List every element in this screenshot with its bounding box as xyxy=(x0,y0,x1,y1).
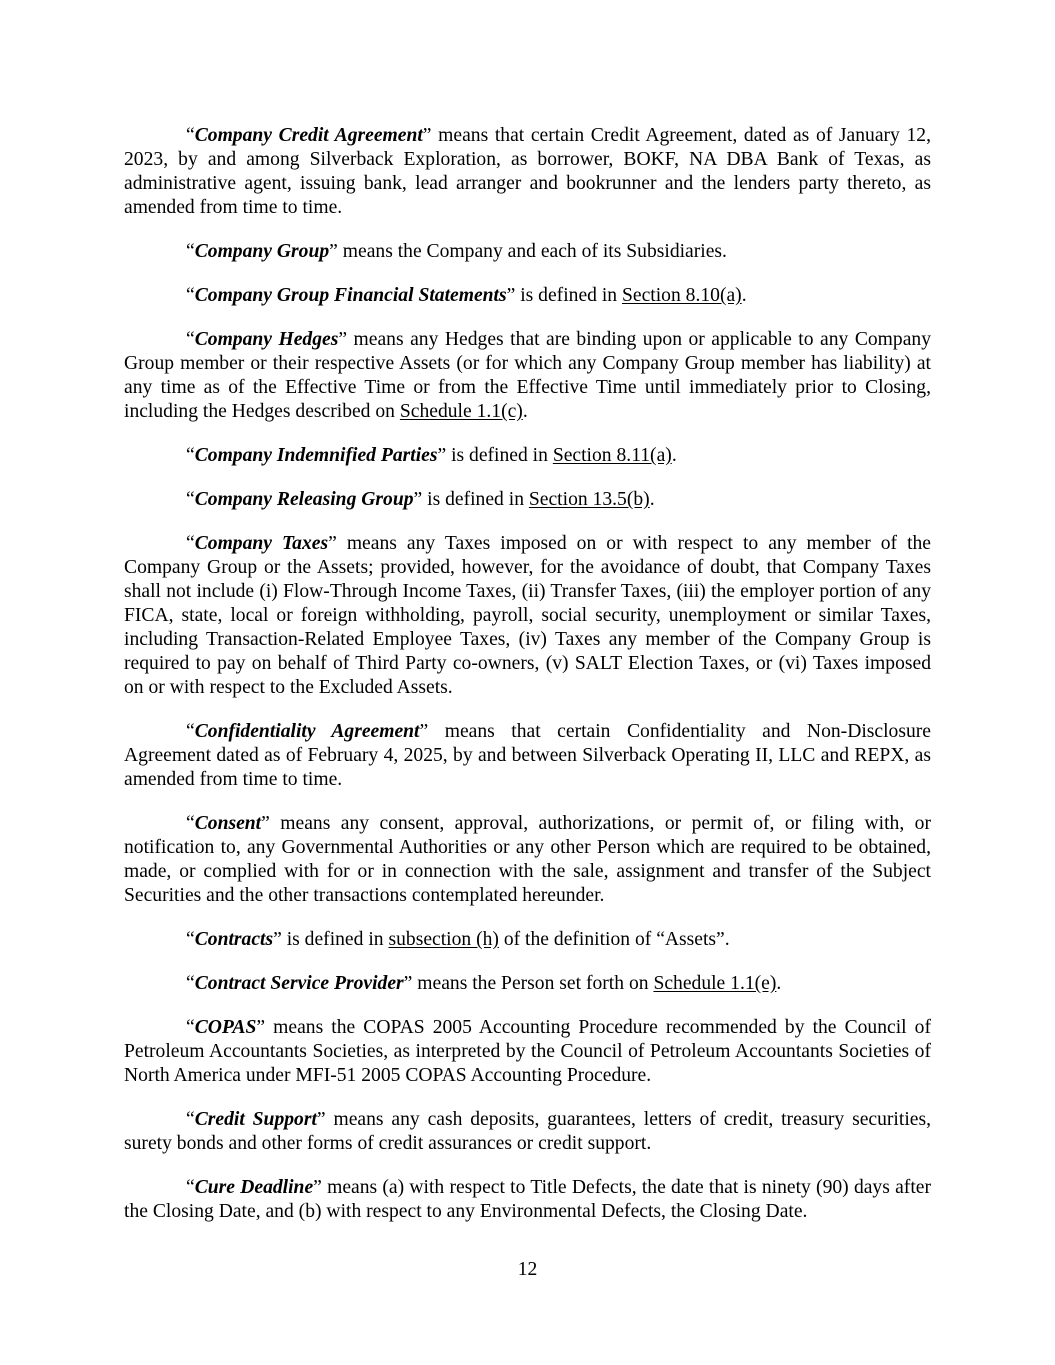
defined-term: Cure Deadline xyxy=(194,1177,314,1198)
definition-credit-support: “Credit Support” means any cash deposits, guarantees, letters of credit, treasury securities, surety bonds and other forms of credit assurances or credit support. xyxy=(124,1109,931,1154)
definition-contracts: “Contracts” is defined in subsection (h) of the definition of “Assets”. xyxy=(186,929,730,950)
defined-term: Company Group Financial Statements xyxy=(194,285,507,306)
defined-term: Credit Support xyxy=(194,1109,317,1130)
schedule-reference: Schedule 1.1(e) xyxy=(653,973,777,994)
defined-term: COPAS xyxy=(194,1017,257,1038)
definition-confidentiality-agreement: “Confidentiality Agreement” means that certain Confidentiality and Non-Disclosure Agreement dated as of February 4, 2025, by and between Silverback Operating II, LLC and REPX, as amended from time to time. xyxy=(124,721,931,790)
defined-term: Company Indemnified Parties xyxy=(194,445,438,466)
section-reference: Section 8.10(a) xyxy=(621,285,742,306)
definition-company-indemnified-parties: “Company Indemnified Parties” is defined in Section 8.11(a). xyxy=(186,445,677,466)
definition-copas: “COPAS” means the COPAS 2005 Accounting Procedure recommended by the Council of Petroleum Accountants Societies, as interpreted by the Council of Petroleum Accountants Societies of North America under MFI-51 2005 COPAS Accounting Procedure. xyxy=(124,1017,931,1086)
defined-term: Consent xyxy=(194,813,262,834)
defined-term: Company Hedges xyxy=(194,329,339,350)
definition-company-credit-agreement: “Company Credit Agreement” means that certain Credit Agreement, dated as of January 12, 2023, by and among Silverback Exploration, as borrower, BOKF, NA DBA Bank of Texas, as administrative agent, issuing bank, lead arranger and bookrunner and the lenders party thereto, as amended from time to time. xyxy=(124,125,931,218)
section-reference: Section 13.5(b) xyxy=(528,489,650,510)
definition-company-releasing-group: “Company Releasing Group” is defined in Section 13.5(b). xyxy=(186,489,655,510)
defined-term: Company Taxes xyxy=(194,533,329,554)
defined-term: Contracts xyxy=(194,929,274,950)
document-page xyxy=(124,124,931,1244)
subsection-reference: subsection (h) xyxy=(388,929,499,950)
definition-contract-service-provider: “Contract Service Provider” means the Person set forth on Schedule 1.1(e). xyxy=(186,973,782,994)
defined-term: Confidentiality Agreement xyxy=(194,721,420,742)
definition-company-group: “Company Group” means the Company and each of its Subsidiaries. xyxy=(186,241,727,262)
definition-company-taxes: “Company Taxes” means any Taxes imposed on or with respect to any member of the Company Group or the Assets; provided, however, for the avoidance of doubt, that Company Taxes shall not include (i) Flow-Through Income Taxes, (ii) Transfer Taxes, (iii) the employer portion of any FICA, state, local or foreign withholding, payroll, social security, unemployment or similar Taxes, including Transaction-Related Employee Taxes, (iv) Taxes any member of the Company Group is required to pay on behalf of Third Party co-owners, (v) SALT Election Taxes, or (vi) Taxes imposed on or with respect to the Excluded Assets. xyxy=(124,533,932,698)
definition-company-hedges: “Company Hedges” means any Hedges that are binding upon or applicable to any Company Group member or their respective Assets (or for which any Company Group member has liability) at any time as of the Effective Time or from the Effective Time until immediately prior to Closing, including the Hedges described on Schedule 1.1(c). xyxy=(124,329,932,422)
defined-term: Company Credit Agreement xyxy=(194,125,423,146)
definition-cure-deadline: “Cure Deadline” means (a) with respect to Title Defects, the date that is ninety (90) days after the Closing Date, and (b) with respect to any Environmental Defects, the Closing Date. xyxy=(124,1177,931,1222)
definition-company-group-financial-statements: “Company Group Financial Statements” is defined in Section 8.10(a). xyxy=(186,285,747,306)
section-reference: Section 8.11(a) xyxy=(552,445,672,466)
defined-term: Company Releasing Group xyxy=(194,489,414,510)
defined-term: Company Group xyxy=(194,241,330,262)
page-number: 12 xyxy=(517,1259,538,1280)
defined-term: Contract Service Provider xyxy=(194,973,404,994)
definition-consent: “Consent” means any consent, approval, authorizations, or permit of, or filing with, or notification to, any Governmental Authorities or any other Person which are required to be obtained, made, or complied with for or in connection with the sale, assignment and transfer of the Subject Securities and the other transactions contemplated hereunder. xyxy=(124,813,931,906)
schedule-reference: Schedule 1.1(c) xyxy=(399,401,523,422)
